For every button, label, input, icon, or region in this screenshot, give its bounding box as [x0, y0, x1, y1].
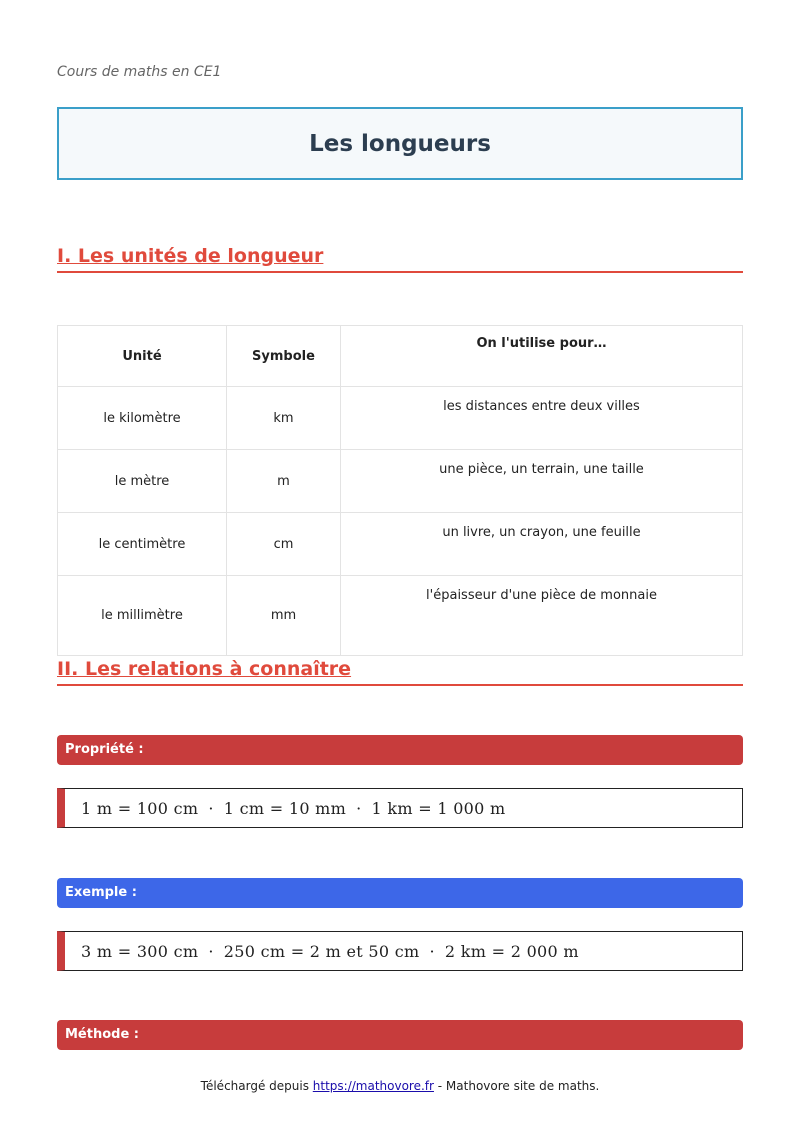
symbol-cell: mm: [227, 576, 341, 656]
table-row: [58, 450, 743, 513]
separator-dot: ·: [356, 798, 362, 818]
unit-cell: le millimètre: [58, 576, 227, 656]
unit-cell: le centimètre: [58, 513, 227, 576]
footer-suffix: - Mathovore site de maths.: [433, 1079, 600, 1093]
formula: 2 km = 2 000 m: [444, 941, 579, 961]
unit-cell: le kilomètre: [58, 387, 227, 450]
formula: 250 cm = 2 m et 50 cm: [223, 941, 420, 961]
symbol-cell: m: [227, 450, 341, 513]
usage-cell: une pièce, un terrain, une taille: [341, 450, 743, 513]
column-header-usage: On l'utilise pour…: [341, 326, 743, 387]
footer-prefix: Téléchargé depuis: [200, 1079, 313, 1093]
usage-cell: l'épaisseur d'une pièce de monnaie: [341, 576, 743, 656]
page-title: Les longueurs: [309, 130, 491, 157]
symbol-cell: cm: [227, 513, 341, 576]
method-bar: Méthode :: [57, 1020, 743, 1050]
separator-dot: ·: [208, 941, 214, 961]
usage-cell: les distances entre deux villes: [341, 387, 743, 450]
property-formula-box: [57, 788, 743, 828]
formula: 1 km = 1 000 m: [371, 798, 506, 818]
property-bar: Propriété :: [57, 735, 743, 765]
table-row: [58, 513, 743, 576]
footer-link[interactable]: https://mathovore.fr: [312, 1079, 434, 1093]
column-header-unit: Unité: [58, 326, 227, 387]
formula: 1 m = 100 cm: [81, 798, 199, 818]
column-header-symbol: Symbole: [227, 326, 341, 387]
units-table: [57, 325, 743, 656]
example-bar: Exemple :: [57, 878, 743, 908]
section-heading-units: [57, 245, 743, 273]
formula: 1 cm = 10 mm: [223, 798, 347, 818]
table-row: [58, 576, 743, 656]
unit-cell: le mètre: [58, 450, 227, 513]
title-box: [57, 107, 743, 180]
example-formula-box: [57, 931, 743, 971]
separator-dot: ·: [429, 941, 435, 961]
section-heading-relations-text: II. Les relations à connaître: [57, 658, 352, 680]
formula: 3 m = 300 cm: [81, 941, 199, 961]
separator-dot: ·: [208, 798, 214, 818]
course-subtitle: Cours de maths en CE1: [57, 64, 222, 80]
section-heading-units-text: I. Les unités de longueur: [57, 245, 324, 267]
table-header-row: [58, 326, 743, 387]
table-row: [58, 387, 743, 450]
footer: [0, 1079, 800, 1093]
usage-cell: un livre, un crayon, une feuille: [341, 513, 743, 576]
section-heading-relations: [57, 658, 743, 686]
symbol-cell: km: [227, 387, 341, 450]
